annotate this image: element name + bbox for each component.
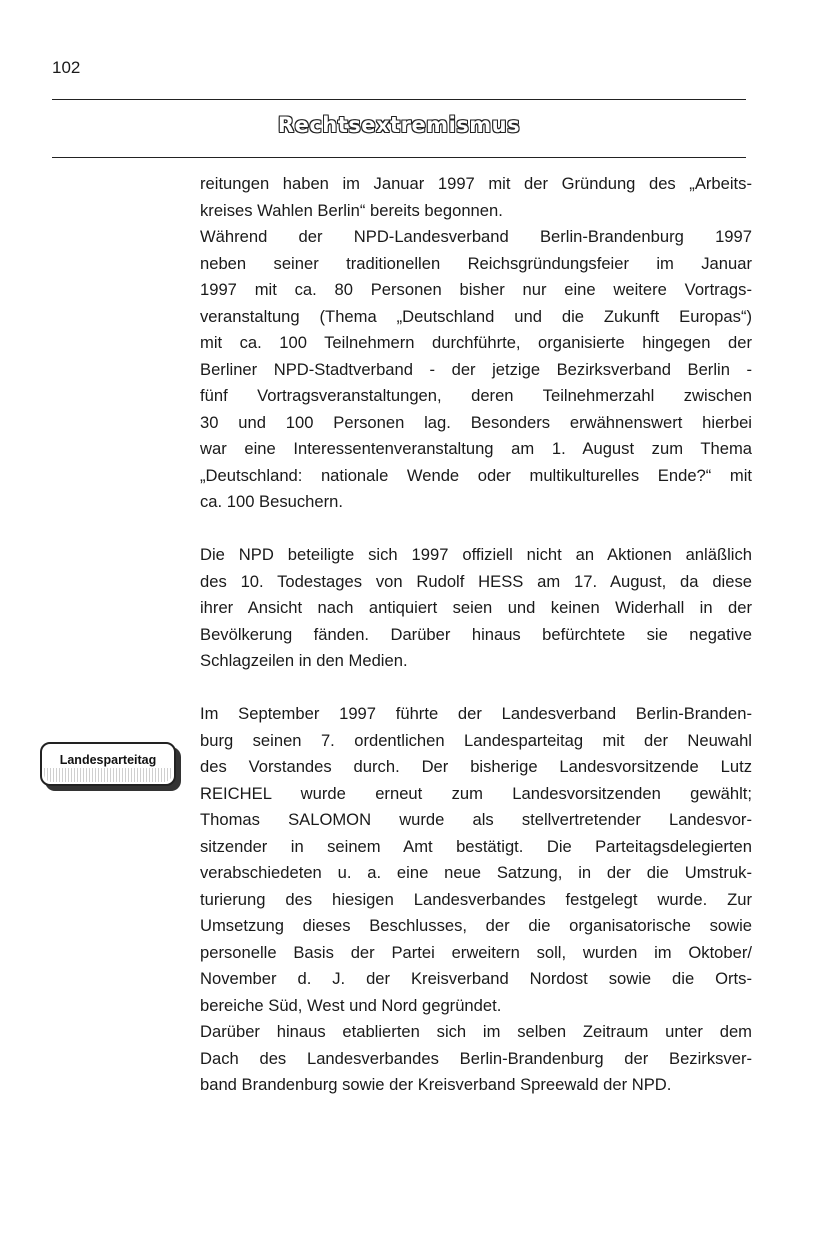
text-line: neben seiner traditionellen Reichsgründungsfeier im Januar — [200, 253, 752, 273]
text-line: 30 und 100 Personen lag. Besonders erwähnenswert hierbei — [200, 412, 752, 432]
text-line: ca. 100 Besuchern. — [200, 492, 343, 511]
text-line: kreises Wahlen Berlin“ bereits begonnen. — [200, 200, 503, 220]
paragraph — [200, 224, 752, 516]
text-line: Schlagzeilen in den Medien. — [200, 651, 408, 670]
text-line: sitzender in seinem Amt bestätigt. Die Parteitagsdelegierten — [200, 836, 752, 856]
text-line: November d. J. der Kreisverband Nordost sowie die Orts- — [200, 969, 752, 988]
text-line: des Vorstandes durch. Der bisherige Landesvorsitzende Lutz — [200, 757, 752, 776]
paragraph — [200, 171, 752, 224]
text-line: turierung des hiesigen Landesverbandes festgelegt wurde. Zur — [200, 889, 752, 909]
text-line: Im September 1997 führte der Landesverband Berlin-Branden- — [200, 704, 752, 723]
text-line: verabschiedeten u. a. eine neue Satzung, in der die Umstruk- — [200, 863, 752, 882]
text-line: band Brandenburg sowie der Kreisverband Spreewald der NPD. — [200, 1075, 672, 1094]
text-line: ihrer Ansicht nach antiquiert seien und keinen Widerhall in der — [200, 598, 752, 617]
text-line: Umsetzung dieses Beschlusses, der die organisatorische sowie — [200, 916, 752, 935]
header-rule-bottom — [52, 157, 746, 158]
body-text — [200, 171, 752, 1099]
text-line: Während der NPD-Landesverband Berlin-Brandenburg 1997 — [200, 227, 752, 246]
text-line: Bevölkerung fänden. Darüber hinaus befürchtete sie negative — [200, 624, 752, 644]
text-line: „Deutschland: nationale Wende oder multikulturelles Ende?“ mit — [200, 465, 752, 485]
text-line: Berliner NPD-Stadtverband - der jetzige Bezirksverband Berlin - — [200, 359, 752, 379]
text-line: veranstaltung (Thema „Deutschland und die Zukunft Europas“) — [200, 306, 752, 326]
paragraph — [200, 542, 752, 675]
text-line: des 10. Todestages von Rudolf HESS am 17. August, da diese — [200, 571, 752, 591]
text-line: war eine Interessentenveranstaltung am 1. August zum Thema — [200, 439, 752, 458]
text-line: fünf Vortragsveranstaltungen, deren Teilnehmerzahl zwischen — [200, 386, 752, 405]
paragraph — [200, 701, 752, 1019]
text-line: burg seinen 7. ordentlichen Landesparteitag mit der Neuwahl — [200, 730, 752, 750]
text-line: reitungen haben im Januar 1997 mit der Gründung des „Arbeits- — [200, 174, 752, 193]
text-line: mit ca. 100 Teilnehmern durchführte, organisierte hingegen der — [200, 333, 752, 352]
paragraph — [200, 1019, 752, 1099]
page-header-title: Rechtsextremismus — [277, 113, 521, 137]
margin-note-landesparteitag — [40, 742, 176, 786]
header-rule-top — [52, 99, 746, 100]
page-number: 102 — [52, 58, 81, 77]
text-line: REICHEL wurde erneut zum Landesvorsitzenden gewählt; — [200, 783, 752, 803]
text-line: bereiche Süd, West und Nord gegründet. — [200, 995, 502, 1015]
text-line: Darüber hinaus etablierten sich im selben Zeitraum unter dem — [200, 1022, 752, 1041]
margin-note-label: Landesparteitag — [59, 753, 157, 767]
text-line: Die NPD beteiligte sich 1997 offiziell nicht an Aktionen anläßlich — [200, 545, 752, 564]
text-line: Dach des Landesverbandes Berlin-Brandenburg der Bezirksver- — [200, 1048, 752, 1068]
text-line: 1997 mit ca. 80 Personen bisher nur eine weitere Vortrags- — [200, 280, 752, 299]
text-line: personelle Basis der Partei erweitern soll, wurden im Oktober/ — [200, 942, 752, 962]
text-line: Thomas SALOMON wurde als stellvertretender Landesvor- — [200, 810, 752, 829]
